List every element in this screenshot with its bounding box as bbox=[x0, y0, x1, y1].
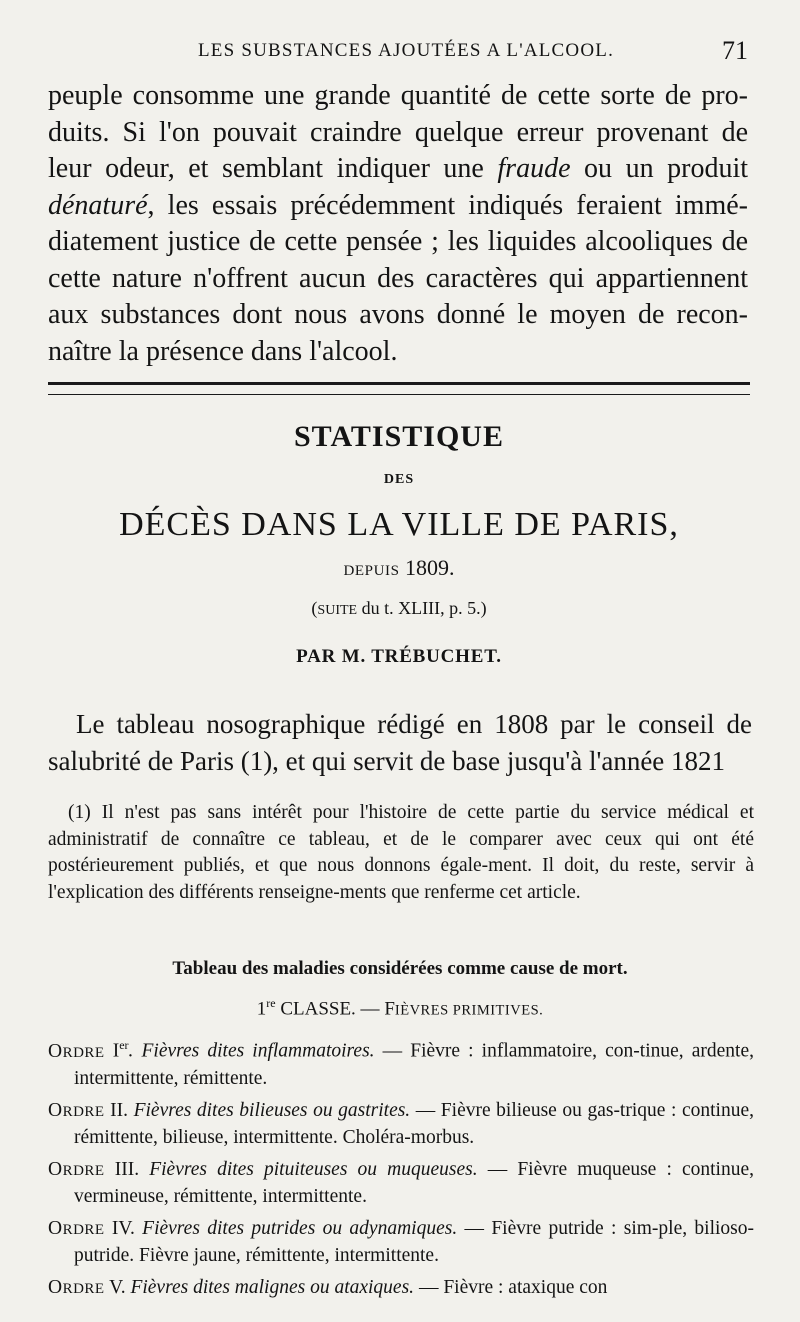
order-description: — Fièvre bilieuse ou gas-trique : continue, rémittente, bilieuse, intermittente. Choléra-morbus. bbox=[74, 1099, 754, 1148]
section-divider bbox=[48, 382, 750, 395]
article-subtitle-depuis bbox=[48, 555, 750, 581]
page-header bbox=[48, 36, 748, 70]
article-title-des: DES bbox=[383, 472, 415, 487]
class-number: 1 bbox=[256, 998, 267, 1020]
depuis-year: 1809. bbox=[405, 555, 455, 580]
order-description: — Fièvre putride : sim-ple, bilioso-putride. Fièvre jaune, rémittente, intermittente. bbox=[74, 1217, 754, 1266]
order-name: Fièvres dites pituiteuses ou muqueuses. bbox=[139, 1158, 478, 1180]
order-number: IV. bbox=[104, 1217, 135, 1239]
class-heading bbox=[48, 996, 752, 1020]
order-name: . Fièvres dites inflammatoires. bbox=[128, 1040, 375, 1062]
class-name-initial: F bbox=[384, 998, 395, 1020]
footnote bbox=[48, 800, 754, 906]
italic-denature: dénaturé bbox=[48, 189, 148, 221]
order-number: II. bbox=[104, 1099, 129, 1121]
order-number: III. bbox=[104, 1158, 140, 1180]
order-description: — Fièvre : inflammatoire, con-tinue, ardente, intermittente, rémittente. bbox=[74, 1040, 754, 1089]
continued-paragraph bbox=[48, 78, 748, 370]
order-label-rest: RDRE bbox=[62, 1280, 105, 1297]
suite-label: SUITE bbox=[317, 603, 358, 618]
paragraph-text-2: ou un produit bbox=[570, 153, 748, 184]
order-label-initial: O bbox=[48, 1217, 63, 1239]
order-name: Fièvres dites malignes ou ataxiques. bbox=[125, 1276, 415, 1298]
order-label-initial: O bbox=[48, 1158, 63, 1180]
order-label-rest: RDRE bbox=[62, 1103, 105, 1120]
order-number: V. bbox=[104, 1276, 126, 1298]
order-label-rest: RDRE bbox=[62, 1044, 105, 1061]
footnote-text: (1) Il n'est pas sans intérêt pour l'histoire de cette partie du service médical et administratif de connaître ce tableau, et de le comparer avec ceux qui ont été postérieurement publiés, et que nous donnons égale-ment. Il doit, du reste, servir à l'explication des différents renseigne-ments que renferme cet article. bbox=[48, 802, 754, 903]
order-entry bbox=[48, 1032, 754, 1092]
order-label-initial: O bbox=[48, 1040, 63, 1062]
order-label bbox=[48, 1217, 105, 1239]
order-description: — Fièvre : ataxique con bbox=[414, 1276, 608, 1298]
order-label-rest: RDRE bbox=[62, 1162, 105, 1179]
italic-fraude: fraude bbox=[497, 153, 571, 184]
intro-paragraph bbox=[48, 706, 752, 780]
order-label-initial: O bbox=[48, 1276, 63, 1298]
order-label-initial: O bbox=[48, 1099, 63, 1121]
table-title: Tableau des maladies considérées comme cause de mort. bbox=[172, 958, 628, 979]
order-label bbox=[48, 1040, 105, 1062]
class-superscript: re bbox=[266, 996, 276, 1010]
paragraph-text-1: peuple consomme une grande quantité de cette sorte de pro-duits. Si l'on pouvait craindre quelque erreur provenant de leur odeur, et semblant indiquer une bbox=[48, 80, 748, 184]
order-number-sup: er bbox=[119, 1038, 129, 1052]
paragraph-text-3: , les essais précédemment indiqués feraient immé-diatement justice de cette pensée ; les liquides alcooliques de cette nature n'offrent aucun des caractères qui appartiennent aux substances dont nous avons donné le moyen de recon-naître la présence dans l'alcool. bbox=[48, 189, 748, 367]
order-name: Fièvres dites bilieuses ou gastrites. bbox=[128, 1099, 411, 1121]
order-number: I bbox=[104, 1040, 120, 1062]
order-entry bbox=[48, 1275, 754, 1302]
article-title: STATISTIQUE bbox=[294, 420, 504, 453]
order-entry bbox=[48, 1216, 754, 1269]
class-name: IÈVRES PRIMITIVES. bbox=[394, 1002, 544, 1019]
order-label bbox=[48, 1276, 105, 1298]
order-entry bbox=[48, 1157, 754, 1210]
article-continuation-note bbox=[48, 598, 750, 619]
order-label bbox=[48, 1099, 105, 1121]
order-description: — Fièvre muqueuse : continue, vermineuse, rémittente, intermittente. bbox=[74, 1158, 755, 1207]
article-author: PAR M. TRÉBUCHET. bbox=[296, 646, 502, 667]
suite-open: ( bbox=[311, 598, 318, 618]
article-title-deces: DÉCÈS DANS LA VILLE DE PARIS, bbox=[119, 506, 679, 543]
suite-reference: du t. XLIII, p. 5.) bbox=[357, 598, 487, 618]
depuis-label: DEPUIS bbox=[343, 563, 400, 579]
order-name: Fièvres dites putrides ou adynamiques. bbox=[134, 1217, 458, 1239]
running-title: LES SUBSTANCES AJOUTÉES A L'ALCOOL. bbox=[198, 40, 615, 61]
page-number: 71 bbox=[722, 36, 748, 65]
order-label-rest: RDRE bbox=[62, 1221, 105, 1238]
intro-text: Le tableau nosographique rédigé en 1808 par le conseil de salubrité de Paris (1), et qui servit de base jusqu'à l'année 1821 bbox=[48, 709, 752, 776]
class-label: CLASSE. — bbox=[275, 998, 385, 1020]
orders-list bbox=[48, 1032, 754, 1308]
order-label bbox=[48, 1158, 105, 1180]
order-entry bbox=[48, 1098, 754, 1151]
